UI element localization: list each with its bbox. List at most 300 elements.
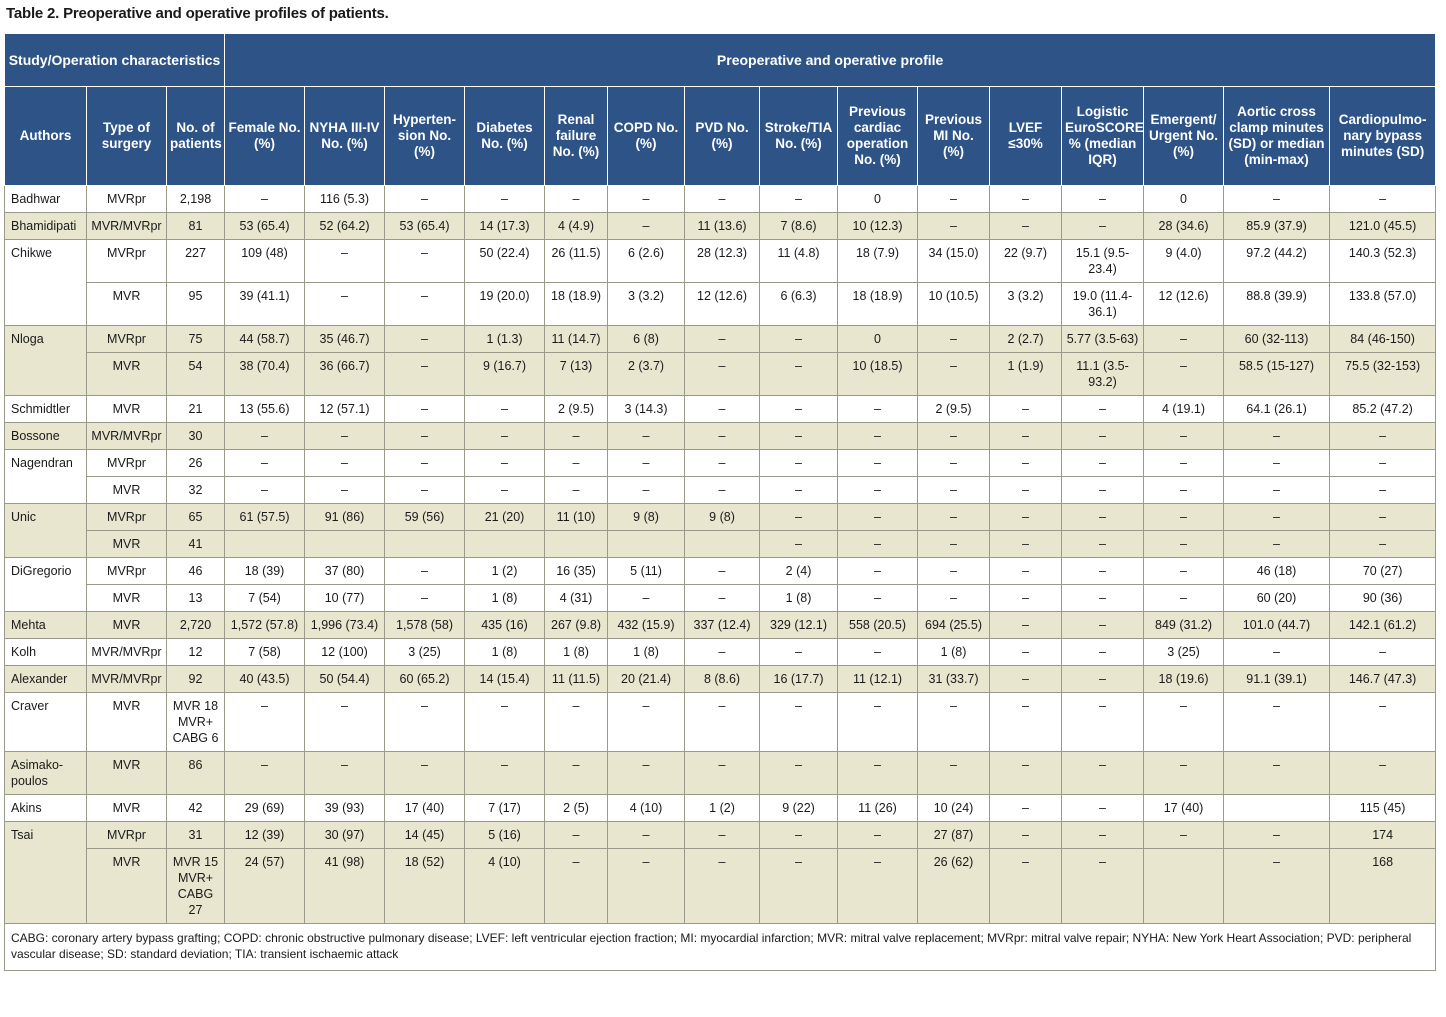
table-cell: 2 (9.5) <box>918 396 990 423</box>
table-cell: – <box>608 186 685 213</box>
table-cell: – <box>760 396 838 423</box>
table-cell: 91.1 (39.1) <box>1224 666 1330 693</box>
table-cell: 1 (1.3) <box>465 326 545 353</box>
table-cell: 17 (40) <box>385 795 465 822</box>
table-cell: 7 (17) <box>465 795 545 822</box>
table-cell: 11 (26) <box>838 795 918 822</box>
table-cell: 4 (31) <box>545 585 608 612</box>
table-cell: – <box>385 186 465 213</box>
table-cell <box>385 531 465 558</box>
table-cell: 53 (65.4) <box>385 213 465 240</box>
table-cell: – <box>608 822 685 849</box>
table-container <box>4 33 1435 971</box>
table-cell: – <box>1144 822 1224 849</box>
table-row <box>5 240 1436 283</box>
table-cell: – <box>385 423 465 450</box>
table-cell: 7 (13) <box>545 353 608 396</box>
author-cell: Akins <box>5 795 87 822</box>
table-cell: – <box>1144 450 1224 477</box>
table-cell: 34 (15.0) <box>918 240 990 283</box>
table-cell: – <box>465 423 545 450</box>
table-cell: 21 <box>167 396 225 423</box>
table-cell: 10 (10.5) <box>918 283 990 326</box>
table-cell: 75 <box>167 326 225 353</box>
table-cell: 12 (100) <box>305 639 385 666</box>
table-cell: 0 <box>838 326 918 353</box>
table-cell: 92 <box>167 666 225 693</box>
table-cell: – <box>990 558 1062 585</box>
table-cell: 133.8 (57.0) <box>1330 283 1436 326</box>
table-cell: 9 (4.0) <box>1144 240 1224 283</box>
table-cell: – <box>1062 639 1144 666</box>
table-row <box>5 213 1436 240</box>
table-cell: – <box>1062 213 1144 240</box>
table-cell: 15.1 (9.5-23.4) <box>1062 240 1144 283</box>
table-cell: 435 (16) <box>465 612 545 639</box>
column-header: Female No. (%) <box>225 87 305 186</box>
table-cell: – <box>1330 504 1436 531</box>
table-cell: 11 (12.1) <box>838 666 918 693</box>
table-cell: 9 (16.7) <box>465 353 545 396</box>
author-cell: Asimako-poulos <box>5 752 87 795</box>
table-cell: 44 (58.7) <box>225 326 305 353</box>
table-cell: – <box>990 822 1062 849</box>
table-row <box>5 639 1436 666</box>
table-cell: 2 (2.7) <box>990 326 1062 353</box>
table-cell: 14 (17.3) <box>465 213 545 240</box>
table-row <box>5 849 1436 924</box>
table-cell: 26 <box>167 450 225 477</box>
table-cell: 59 (56) <box>385 504 465 531</box>
table-cell: 8 (8.6) <box>685 666 760 693</box>
table-cell <box>608 531 685 558</box>
table-cell: 9 (8) <box>608 504 685 531</box>
table-cell: 16 (35) <box>545 558 608 585</box>
table-cell: 31 <box>167 822 225 849</box>
column-header: Cardiopulmo-nary bypass minutes (SD) <box>1330 87 1436 186</box>
column-header: Renal failure No. (%) <box>545 87 608 186</box>
table-cell: – <box>385 240 465 283</box>
table-cell: – <box>760 849 838 924</box>
table-cell: 4 (19.1) <box>1144 396 1224 423</box>
column-header: Authors <box>5 87 87 186</box>
table-cell: MVRpr <box>87 504 167 531</box>
author-cell: DiGregorio <box>5 558 87 612</box>
table-cell: – <box>760 693 838 752</box>
table-cell: – <box>608 423 685 450</box>
table-cell: 26 (11.5) <box>545 240 608 283</box>
author-cell: Craver <box>5 693 87 752</box>
table-cell: 41 (98) <box>305 849 385 924</box>
table-cell: 28 (34.6) <box>1144 213 1224 240</box>
table-cell: MVR/MVRpr <box>87 213 167 240</box>
table-cell: 1,578 (58) <box>385 612 465 639</box>
table-cell: – <box>838 531 918 558</box>
table-cell: – <box>1330 693 1436 752</box>
table-cell: – <box>1062 612 1144 639</box>
table-cell: – <box>608 585 685 612</box>
table-cell: – <box>760 477 838 504</box>
table-cell: – <box>1062 693 1144 752</box>
table-cell: 97.2 (44.2) <box>1224 240 1330 283</box>
column-header: No. of patients <box>167 87 225 186</box>
table-cell: 26 (62) <box>918 849 990 924</box>
table-cell: – <box>545 477 608 504</box>
table-cell: 5 (11) <box>608 558 685 585</box>
table-row <box>5 283 1436 326</box>
table-cell: – <box>918 450 990 477</box>
table-cell: – <box>545 822 608 849</box>
table-cell: 42 <box>167 795 225 822</box>
table-cell: – <box>465 693 545 752</box>
table-cell: 95 <box>167 283 225 326</box>
table-row <box>5 585 1436 612</box>
table-cell: 61 (57.5) <box>225 504 305 531</box>
table-cell: – <box>1062 666 1144 693</box>
table-cell: – <box>838 450 918 477</box>
table-cell: 11 (4.8) <box>760 240 838 283</box>
table-cell: 53 (65.4) <box>225 213 305 240</box>
table-cell: 88.8 (39.9) <box>1224 283 1330 326</box>
table-cell: – <box>1224 531 1330 558</box>
column-header: Logistic EuroSCORE % (median IQR) <box>1062 87 1144 186</box>
table-cell: – <box>1062 477 1144 504</box>
table-cell: – <box>760 423 838 450</box>
table-cell: – <box>685 558 760 585</box>
table-cell: – <box>990 423 1062 450</box>
table-cell: – <box>225 752 305 795</box>
table-cell: – <box>918 693 990 752</box>
table-cell: 36 (66.7) <box>305 353 385 396</box>
table-cell: 30 (97) <box>305 822 385 849</box>
table-cell: 37 (80) <box>305 558 385 585</box>
table-row <box>5 612 1436 639</box>
table-cell: MVRpr <box>87 186 167 213</box>
table-cell: – <box>1062 849 1144 924</box>
table-cell: – <box>225 477 305 504</box>
table-cell: 1 (8) <box>465 585 545 612</box>
table-cell: 18 (52) <box>385 849 465 924</box>
table-row <box>5 531 1436 558</box>
table-row <box>5 795 1436 822</box>
table-cell: – <box>545 693 608 752</box>
table-cell: 0 <box>1144 186 1224 213</box>
table-cell: 24 (57) <box>225 849 305 924</box>
table-cell: 7 (8.6) <box>760 213 838 240</box>
table-cell: – <box>990 213 1062 240</box>
table-cell: – <box>990 531 1062 558</box>
table-cell: – <box>685 849 760 924</box>
table-cell: – <box>1062 795 1144 822</box>
table-cell: 32 <box>167 477 225 504</box>
table-cell: – <box>1144 531 1224 558</box>
table-cell: 11 (14.7) <box>545 326 608 353</box>
table-cell: – <box>685 822 760 849</box>
table-cell: – <box>608 693 685 752</box>
table-cell: – <box>918 326 990 353</box>
profile-group-header: Preoperative and operative profile <box>225 34 1436 87</box>
table-cell <box>1144 849 1224 924</box>
table-cell <box>225 531 305 558</box>
table-cell: – <box>918 186 990 213</box>
table-cell: – <box>918 752 990 795</box>
table-cell: 12 <box>167 639 225 666</box>
table-cell: – <box>608 477 685 504</box>
table-cell: MVR <box>87 693 167 752</box>
table-cell: 70 (27) <box>1330 558 1436 585</box>
table-cell: – <box>1062 186 1144 213</box>
table-cell: 28 (12.3) <box>685 240 760 283</box>
table-cell: – <box>685 693 760 752</box>
column-header: Previous MI No. (%) <box>918 87 990 186</box>
table-cell: – <box>1224 477 1330 504</box>
table-cell: 7 (54) <box>225 585 305 612</box>
table-cell: – <box>760 353 838 396</box>
table-cell: MVR/MVRpr <box>87 423 167 450</box>
table-cell: – <box>225 186 305 213</box>
table-cell: – <box>545 849 608 924</box>
table-cell: – <box>990 504 1062 531</box>
table-cell: 14 (15.4) <box>465 666 545 693</box>
table-row <box>5 396 1436 423</box>
table-cell: – <box>685 450 760 477</box>
table-cell: – <box>1144 326 1224 353</box>
table-cell: – <box>1330 450 1436 477</box>
table-cell: 18 (18.9) <box>838 283 918 326</box>
table-cell: 85.9 (37.9) <box>1224 213 1330 240</box>
table-cell: 91 (86) <box>305 504 385 531</box>
table-row <box>5 477 1436 504</box>
table-cell: – <box>1330 752 1436 795</box>
table-cell: – <box>385 585 465 612</box>
author-cell: Schmidtler <box>5 396 87 423</box>
table-cell: – <box>385 693 465 752</box>
table-cell: – <box>608 752 685 795</box>
table-cell: 140.3 (52.3) <box>1330 240 1436 283</box>
table-cell: – <box>608 213 685 240</box>
table-cell: – <box>685 639 760 666</box>
table-cell: – <box>685 353 760 396</box>
table-cell: 115 (45) <box>1330 795 1436 822</box>
table-row <box>5 822 1436 849</box>
table-cell: – <box>1144 504 1224 531</box>
table-cell: 18 (18.9) <box>545 283 608 326</box>
table-cell: 27 (87) <box>918 822 990 849</box>
table-cell: 267 (9.8) <box>545 612 608 639</box>
table-cell: 9 (22) <box>760 795 838 822</box>
table-cell: – <box>990 849 1062 924</box>
table-cell: 2,198 <box>167 186 225 213</box>
column-header: PVD No. (%) <box>685 87 760 186</box>
table-cell: – <box>838 693 918 752</box>
table-cell: 109 (48) <box>225 240 305 283</box>
table-cell: MVRpr <box>87 240 167 283</box>
table-row <box>5 558 1436 585</box>
table-cell: 0 <box>838 186 918 213</box>
table-cell: 6 (8) <box>608 326 685 353</box>
column-header: Aortic cross clamp minutes (SD) or median (min-max) <box>1224 87 1330 186</box>
table-cell: – <box>385 396 465 423</box>
table-cell: – <box>385 326 465 353</box>
table-cell: 18 (39) <box>225 558 305 585</box>
table-cell: 41 <box>167 531 225 558</box>
table-cell: 60 (65.2) <box>385 666 465 693</box>
column-header: Hyperten-sion No. (%) <box>385 87 465 186</box>
table-cell: 35 (46.7) <box>305 326 385 353</box>
table-cell: – <box>465 752 545 795</box>
table-cell: – <box>305 283 385 326</box>
author-cell: Mehta <box>5 612 87 639</box>
table-cell: – <box>838 822 918 849</box>
table-cell: – <box>760 531 838 558</box>
author-cell: Nagendran <box>5 450 87 504</box>
table-cell: – <box>305 423 385 450</box>
column-header-row <box>5 87 1436 186</box>
table-cell: 12 (57.1) <box>305 396 385 423</box>
table-cell <box>465 531 545 558</box>
table-cell: – <box>545 423 608 450</box>
table-cell: – <box>1330 477 1436 504</box>
author-cell: Kolh <box>5 639 87 666</box>
table-cell: – <box>385 752 465 795</box>
table-footnote: CABG: coronary artery bypass grafting; COPD: chronic obstructive pulmonary disease; LVEF: left ventricular ejection fraction; MI: myocardial infarction; MVR: mitral valve replacement; MVRpr: mitral valve repair; NYHA: New York Heart Association; PVD: peripheral vascular disease; SD: standard deviation; TIA: transient ischaemic attack <box>5 924 1436 971</box>
table-cell: – <box>760 186 838 213</box>
table-cell: 65 <box>167 504 225 531</box>
table-cell: 2,720 <box>167 612 225 639</box>
table-cell: – <box>1224 849 1330 924</box>
table-cell: – <box>760 504 838 531</box>
table-cell: – <box>385 353 465 396</box>
table-cell: 11 (13.6) <box>685 213 760 240</box>
table-cell: – <box>1062 585 1144 612</box>
table-cell: 10 (18.5) <box>838 353 918 396</box>
table-cell: 10 (12.3) <box>838 213 918 240</box>
table-cell: – <box>838 504 918 531</box>
table-cell: 116 (5.3) <box>305 186 385 213</box>
table-cell: – <box>545 450 608 477</box>
table-cell: 64.1 (26.1) <box>1224 396 1330 423</box>
table-cell: – <box>385 283 465 326</box>
table-cell: 75.5 (32-153) <box>1330 353 1436 396</box>
table-cell: MVR <box>87 752 167 795</box>
table-cell: – <box>685 423 760 450</box>
table-cell: 9 (8) <box>685 504 760 531</box>
table-cell: 81 <box>167 213 225 240</box>
table-cell: – <box>305 477 385 504</box>
table-cell: 1 (2) <box>465 558 545 585</box>
table-cell: – <box>760 326 838 353</box>
table-cell: – <box>838 396 918 423</box>
table-cell: 3 (3.2) <box>608 283 685 326</box>
table-cell: – <box>990 693 1062 752</box>
table-cell: 10 (24) <box>918 795 990 822</box>
table-cell: – <box>385 477 465 504</box>
table-cell: 50 (54.4) <box>305 666 385 693</box>
table-cell: – <box>385 558 465 585</box>
table-cell <box>545 531 608 558</box>
table-cell: – <box>990 752 1062 795</box>
table-cell: 1 (8) <box>545 639 608 666</box>
table-cell: 11.1 (3.5-93.2) <box>1062 353 1144 396</box>
table-cell: 5 (16) <box>465 822 545 849</box>
table-cell: – <box>990 396 1062 423</box>
table-cell: MVR/MVRpr <box>87 639 167 666</box>
table-cell: 4 (10) <box>608 795 685 822</box>
table-cell: – <box>760 752 838 795</box>
table-cell: – <box>465 450 545 477</box>
table-cell: – <box>990 612 1062 639</box>
table-cell: 3 (14.3) <box>608 396 685 423</box>
table-cell: 1,996 (73.4) <box>305 612 385 639</box>
table-cell: – <box>385 450 465 477</box>
column-header: COPD No. (%) <box>608 87 685 186</box>
table-cell: 50 (22.4) <box>465 240 545 283</box>
table-cell: MVR 15 MVR+ CABG 27 <box>167 849 225 924</box>
table-row <box>5 326 1436 353</box>
table-cell: 558 (20.5) <box>838 612 918 639</box>
table-cell: MVR <box>87 353 167 396</box>
table-cell: 52 (64.2) <box>305 213 385 240</box>
table-cell: 58.5 (15-127) <box>1224 353 1330 396</box>
table-cell: 16 (17.7) <box>760 666 838 693</box>
table-cell: – <box>225 693 305 752</box>
table-cell: – <box>225 423 305 450</box>
table-cell: 11 (11.5) <box>545 666 608 693</box>
table-cell: 12 (39) <box>225 822 305 849</box>
table-cell: 29 (69) <box>225 795 305 822</box>
table-row <box>5 450 1436 477</box>
table-cell: 1 (8) <box>465 639 545 666</box>
table-cell: MVR/MVRpr <box>87 666 167 693</box>
table-cell: 90 (36) <box>1330 585 1436 612</box>
table-cell: 329 (12.1) <box>760 612 838 639</box>
table-cell: 13 (55.6) <box>225 396 305 423</box>
table-cell: – <box>1062 531 1144 558</box>
table-cell: – <box>1062 558 1144 585</box>
table-cell: 30 <box>167 423 225 450</box>
table-cell: MVRpr <box>87 822 167 849</box>
table-cell: – <box>608 450 685 477</box>
table-cell: 19 (20.0) <box>465 283 545 326</box>
table-cell: – <box>1062 423 1144 450</box>
table-cell: 337 (12.4) <box>685 612 760 639</box>
table-cell: – <box>608 849 685 924</box>
table-cell: 14 (45) <box>385 822 465 849</box>
table-row <box>5 504 1436 531</box>
table-cell: 20 (21.4) <box>608 666 685 693</box>
table-cell: 60 (20) <box>1224 585 1330 612</box>
table-cell: – <box>1062 822 1144 849</box>
table-cell: – <box>1062 504 1144 531</box>
table-cell: MVR <box>87 795 167 822</box>
table-cell: MVR <box>87 531 167 558</box>
table-cell: – <box>305 240 385 283</box>
table-cell: 146.7 (47.3) <box>1330 666 1436 693</box>
table-cell: – <box>990 666 1062 693</box>
table-cell: – <box>1144 752 1224 795</box>
column-header: Diabetes No. (%) <box>465 87 545 186</box>
table-row <box>5 752 1436 795</box>
table-cell: 39 (41.1) <box>225 283 305 326</box>
table-cell: – <box>838 585 918 612</box>
table-cell: – <box>990 585 1062 612</box>
table-cell: 694 (25.5) <box>918 612 990 639</box>
author-cell: Chikwe <box>5 240 87 326</box>
table-cell: – <box>685 396 760 423</box>
table-cell: 38 (70.4) <box>225 353 305 396</box>
table-cell: 121.0 (45.5) <box>1330 213 1436 240</box>
table-cell: 54 <box>167 353 225 396</box>
